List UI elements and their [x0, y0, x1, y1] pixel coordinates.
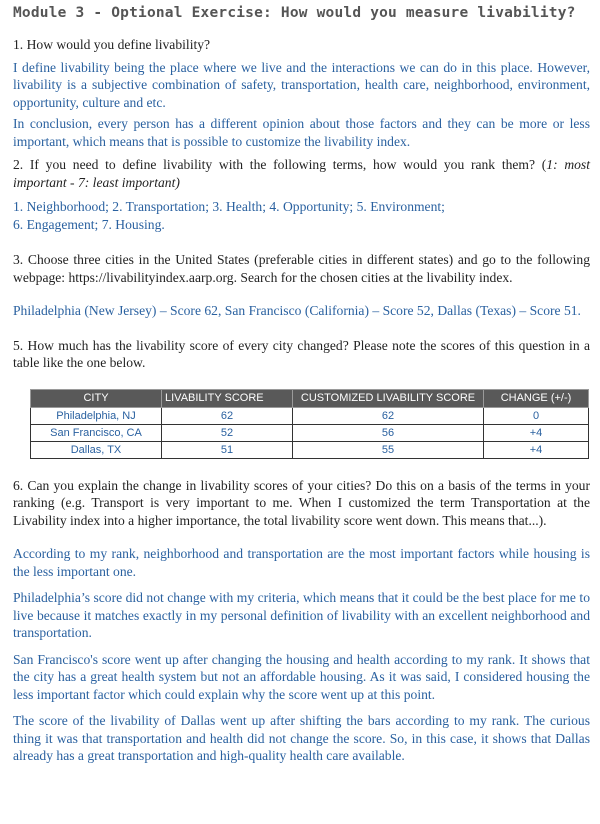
header-change: CHANGE (+/-) [484, 389, 589, 407]
question-5: 5. How much has the livability score of every city changed? Please note the scores of this question in a table like the one below. [13, 337, 590, 370]
header-customized-score: CUSTOMIZED LIVABILITY SCORE [293, 389, 484, 407]
answer-1-paragraph-2: In conclusion, every person has a different opinion about those factors and they can be more or less important, which means that is possible to customize the livability index. [13, 116, 590, 149]
question-1: 1. How would you define livability? [13, 37, 211, 52]
answer-2-line-2: 6. Engagement; 7. Housing. [13, 216, 165, 232]
answer-6-paragraph-3: San Francisco's score went up after changing the housing and health according to my rank. It shows that the city has a great health system but not an affordable housing. As it was said, I considered housing the less important factor which could explain why the score went up at this point. [13, 651, 590, 702]
cell-city: Dallas, TX [31, 441, 162, 458]
cell-customized-score: 62 [293, 407, 484, 424]
question-6: 6. Can you explain the change in livability scores of your cities? Do this on a basis of the terms in your ranking (e.g. Transport is very important to me. When I customized the term Transportation at the Livability index into a higher importance, the total livability score went down. This means that...). [13, 477, 590, 528]
cell-customized-score: 56 [293, 424, 484, 441]
cell-customized-score: 55 [293, 441, 484, 458]
livability-score-table [30, 389, 589, 459]
table-row [31, 441, 589, 458]
cell-livability-score: 62 [162, 407, 293, 424]
table-row [31, 424, 589, 441]
cell-livability-score: 52 [162, 424, 293, 441]
question-3: 3. Choose three cities in the United States (preferable cities in different states) and go to the following webpage: https://livabilityindex.aarp.org. Search for the chosen cities at the livability index. [13, 252, 590, 285]
header-city: CITY [31, 389, 162, 407]
answer-3: Philadelphia (New Jersey) – Score 62, San Francisco (California) – Score 52, Dallas (Texas) – Score 51. [13, 303, 581, 318]
header-livability-score: LIVABILITY SCORE [162, 389, 293, 407]
question-2 [13, 156, 590, 191]
cell-change: 0 [484, 407, 589, 424]
question-2-text: 2. If you need to define livability with the following terms, how would you rank them? ( [13, 157, 547, 172]
question-2-ranking-hint: 1: most important - 7: least important) [13, 157, 591, 190]
cell-city: Philadelphia, NJ [31, 407, 162, 424]
cell-change: +4 [484, 441, 589, 458]
table-row [31, 407, 589, 424]
page-title: Module 3 - Optional Exercise: How would you measure livability? [13, 5, 576, 21]
answer-6-paragraph-1: According to my rank, neighborhood and transportation are the most important factors while housing is the less important one. [13, 546, 590, 579]
answer-6-paragraph-2: Philadelphia’s score did not change with my criteria, which means that it could be the best place for me to live because it matches exactly in my personal definition of livability with an excellent neighborhood and transportation. [13, 590, 590, 640]
answer-2-line-1: 1. Neighborhood; 2. Transportation; 3. Health; 4. Opportunity; 5. Environment; [13, 199, 445, 214]
cell-change: +4 [484, 424, 589, 441]
table-header-row [31, 389, 589, 407]
cell-city: San Francisco, CA [31, 424, 162, 441]
cell-livability-score: 51 [162, 441, 293, 458]
document-page [13, 4, 590, 765]
answer-1-paragraph-1: I define livability being the place where we live and the interactions we can do in this place. However, livability is a subjective combination of safety, transportation, health care, neighborhood, environment, opportunity, culture and etc. [13, 59, 590, 110]
answer-6-paragraph-4: The score of the livability of Dallas went up after shifting the bars according to my rank. The curious thing it was that transportation and health did not change the score. So, in this case, it shows that Dallas already has a great transportation and high-quality health care available. [13, 713, 590, 763]
